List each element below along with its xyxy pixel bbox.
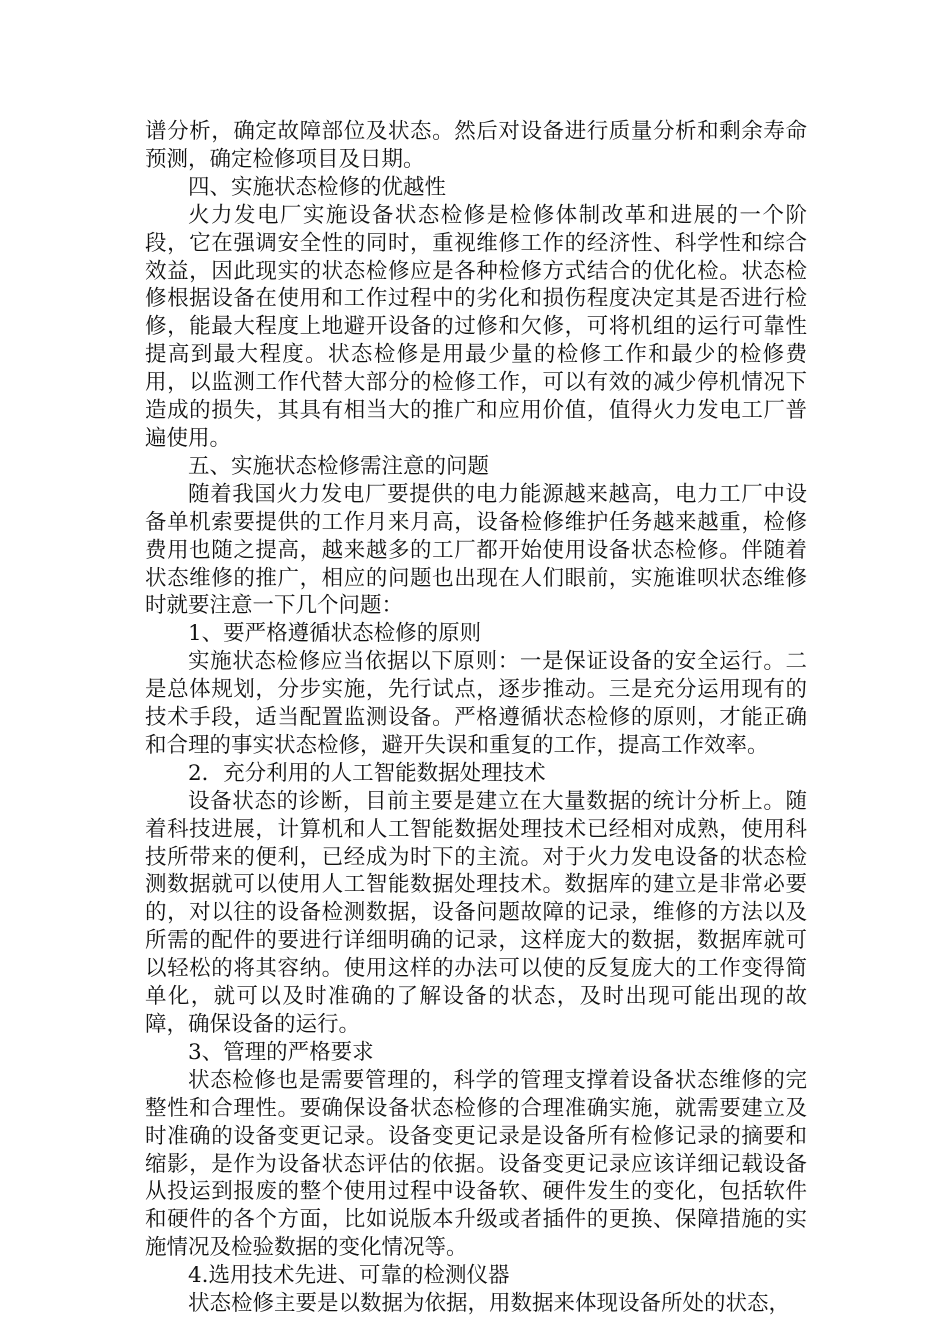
paragraph-principles: 实施状态检修应当依据以下原则：一是保证设备的安全运行。二是总体规划，分步实施，先行试点，逐步推动。三是充分运用现有的技术手段，适当配置监测设备。严格遵循状态检修的原则，才能正确和合理的事实状态检修，避开失误和重复的工作，提高工作效率。 xyxy=(145,649,807,758)
document-body xyxy=(145,118,807,1318)
paragraph-issues: 随着我国火力发电厂要提供的电力能源越来越高，电力工厂中设备单机索要提供的工作月来月高，设备检修维护任务越来越重，检修费用也随之提高，越来越多的工厂都开始使用设备状态检修。伴随着状态维修的推广，相应的问题也出现在人们眼前，实施谁呗状态维修时就要注意一下几个问题： xyxy=(145,481,807,619)
paragraph-instruments: 状态检修主要是以数据为依据，用数据来体现设备所处的状态， xyxy=(188,1291,791,1317)
subheading-management: 3、管理的严格要求 xyxy=(188,1039,374,1065)
subheading-instruments: 4.选用技术先进、可靠的检测仪器 xyxy=(188,1263,510,1289)
subheading-principles: 1、要严格遵循状态检修的原则 xyxy=(188,621,482,647)
paragraph-continuation: 谱分析，确定故障部位及状态。然后对设备进行质量分析和剩余寿命预测，确定检修项目及日期。 xyxy=(145,119,807,172)
paragraph-ai-data: 设备状态的诊断，目前主要是建立在大量数据的统计分析上。随着科技进展，计算机和人工智能数据处理技术已经相对成熟，使用科技所带来的便利，已经成为时下的主流。对于火力发电设备的状态检测数据就可以使用人工智能数据处理技术。数据库的建立是非常必要的，对以往的设备检测数据，设备问题故障的记录，维修的方法以及所需的配件的要进行详细明确的记录，这样庞大的数据，数据库就可以轻松的将其容纳。使用这样的办法可以使的反复庞大的工作变得简单化，就可以及时准确的了解设备的状态，及时出现可能出现的故障，确保设备的运行。 xyxy=(145,788,807,1037)
section-heading-advantages: 四、实施状态检修的优越性 xyxy=(188,174,447,200)
subheading-ai-data: 2．充分利用的人工智能数据处理技术 xyxy=(188,760,546,786)
paragraph-advantages: 火力发电厂实施设备状态检修是检修体制改革和进展的一个阶段，它在强调安全性的同时，重视维修工作的经济性、科学性和综合效益，因此现实的状态检修应是各种检修方式结合的优化检。状态检修根据设备在使用和工作过程中的劣化和损伤程度决定其是否进行检修，能最大程度上地避开设备的过修和欠修，可将机组的运行可靠性提高到最大程度。状态检修是用最少量的检修工作和最少的检修费用，以监测工作代替大部分的检修工作，可以有效的减少停机情况下造成的损失，其具有相当大的推广和应用价值，值得火力发电工厂普遍使用。 xyxy=(145,202,807,451)
paragraph-management: 状态检修也是需要管理的，科学的管理支撑着设备状态维修的完整性和合理性。要确保设备状态检修的合理准确实施，就需要建立及时准确的设备变更记录。设备变更记录是设备所有检修记录的摘要和缩影，是作为设备状态评估的依据。设备变更记录应该详细记载设备从投运到报废的整个使用过程中设备软、硬件发生的变化，包括软件和硬件的各个方面，比如说版本升级或者插件的更换、保障措施的实施情况及检验数据的变化情况等。 xyxy=(145,1067,807,1261)
section-heading-issues: 五、实施状态检修需注意的问题 xyxy=(188,453,490,479)
